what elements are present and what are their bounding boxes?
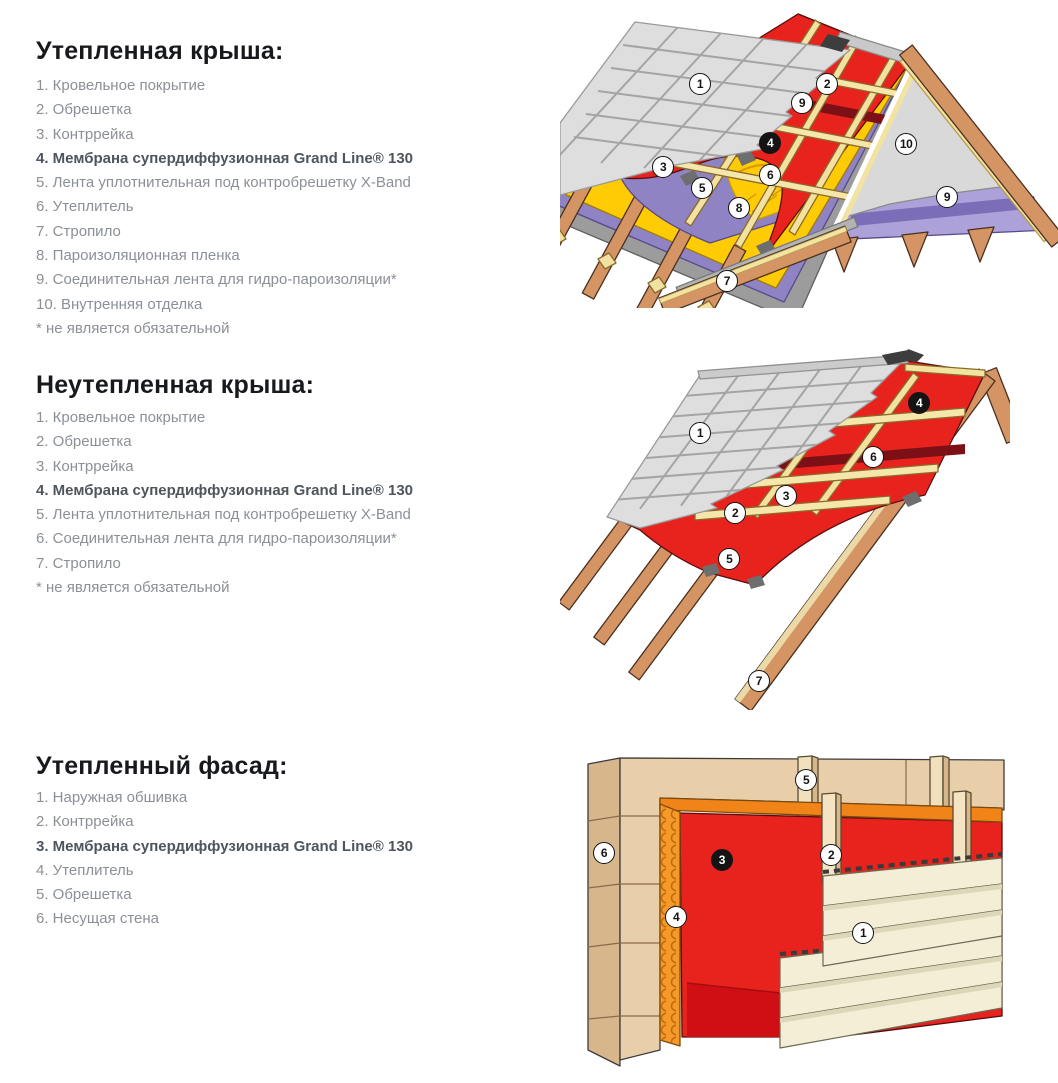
callout-4: 4: [908, 392, 930, 414]
callout-3: 3: [711, 849, 733, 871]
callout-5: 5: [691, 177, 713, 199]
insulated-roof-callouts: [560, 8, 1058, 308]
callout-2: 2: [816, 73, 838, 95]
callout-2: 2: [820, 844, 842, 866]
insulated-roof-diagram: [560, 8, 1058, 308]
list-item: 4. Мембрана супердиффузионная Grand Line® 130: [36, 149, 414, 167]
callout-1: 1: [852, 922, 874, 944]
insulated-facade-legend: [36, 786, 506, 932]
list-item: 7. Стропило: [36, 554, 121, 572]
callout-4: 4: [665, 906, 687, 928]
list-item: 2. Обрешетка: [36, 101, 132, 119]
list-item: 3. Контррейка: [36, 125, 134, 143]
callout-7: 7: [716, 270, 738, 292]
list-item: 6. Несущая стена: [36, 910, 159, 928]
insulated-facade-title: Утепленный фасад:: [36, 751, 288, 780]
list-item: 3. Контррейка: [36, 457, 134, 475]
callout-9: 9: [936, 186, 958, 208]
insulated-facade-callouts: [578, 748, 1010, 1078]
insulated-roof-legend: [36, 74, 506, 341]
list-item: * не является обязательной: [36, 579, 230, 597]
list-item: 1. Кровельное покрытие: [36, 409, 206, 426]
callout-5: 5: [718, 548, 740, 570]
list-item: 4. Мембрана супердиффузионная Grand Line® 130: [36, 481, 414, 499]
insulated-roof-title: Утепленная крыша:: [36, 36, 284, 65]
callout-10: 10: [895, 133, 917, 155]
list-item: 4. Утеплитель: [36, 861, 134, 879]
list-item: 6. Соединительная лента для гидро-пароизоляции*: [36, 530, 397, 548]
callout-7: 7: [748, 670, 770, 692]
list-item: 3. Мембрана супердиффузионная Grand Line® 130: [36, 837, 414, 855]
list-item: 10. Внутренняя отделка: [36, 295, 203, 313]
list-item: 5. Лента уплотнительная под контробрешетку X-Band: [36, 174, 411, 192]
list-item: 8. Пароизоляционная пленка: [36, 247, 240, 265]
insulated-facade-diagram: [578, 748, 1010, 1078]
list-item: 1. Наружная обшивка: [36, 789, 188, 806]
callout-8: 8: [728, 197, 750, 219]
list-item: 1. Кровельное покрытие: [36, 77, 206, 94]
callout-1: 1: [689, 422, 711, 444]
list-item: 5. Лента уплотнительная под контробрешетку X-Band: [36, 506, 411, 524]
callout-5: 5: [795, 769, 817, 791]
callout-1: 1: [689, 73, 711, 95]
callout-6: 6: [759, 164, 781, 186]
uninsulated-roof-callouts: [560, 345, 1010, 710]
list-item: 5. Обрешетка: [36, 886, 132, 904]
list-item: 2. Обрешетка: [36, 433, 132, 451]
uninsulated-roof-title: Неутепленная крыша:: [36, 370, 315, 399]
list-item: 7. Стропило: [36, 222, 121, 240]
callout-6: 6: [593, 842, 615, 864]
uninsulated-roof-legend: [36, 406, 506, 600]
callout-3: 3: [652, 156, 674, 178]
callout-9: 9: [791, 92, 813, 114]
callout-2: 2: [724, 502, 746, 524]
list-item: 2. Контррейка: [36, 813, 134, 831]
callout-3: 3: [775, 485, 797, 507]
list-item: 6. Утеплитель: [36, 198, 134, 216]
callout-6: 6: [862, 446, 884, 468]
list-item: 9. Соединительная лента для гидро-пароизоляции*: [36, 271, 397, 289]
uninsulated-roof-diagram: [560, 345, 1010, 710]
callout-4: 4: [759, 132, 781, 154]
list-item: * не является обязательной: [36, 319, 230, 337]
